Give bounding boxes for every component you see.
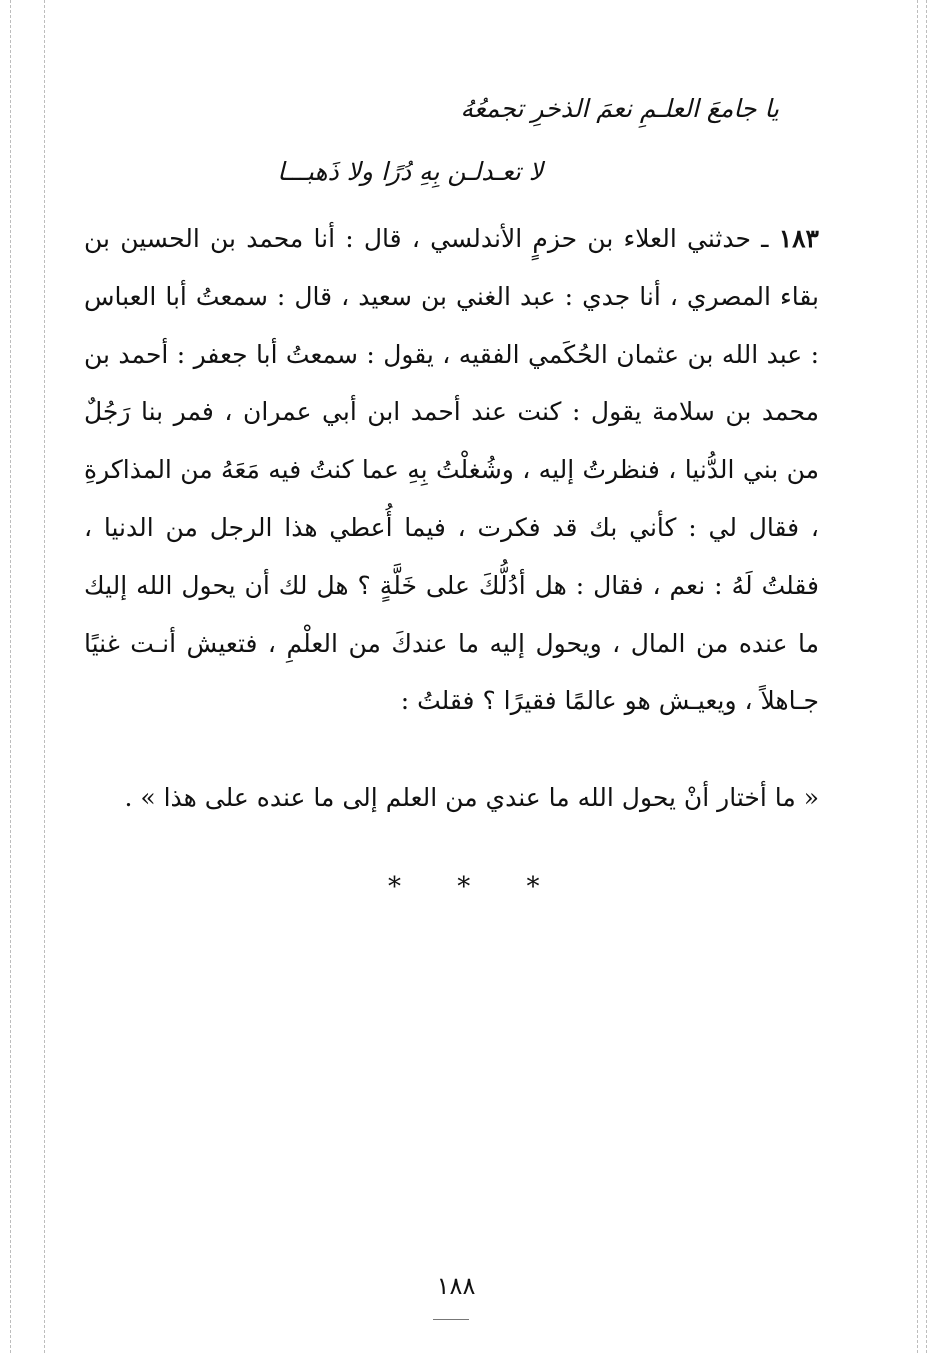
poem-line-2: لا تعـدلـن بِهِ دُرًا ولا ذَهبـــا	[277, 157, 543, 186]
section-separator: * * *	[388, 872, 564, 902]
page-number: ١٨٨	[436, 1272, 476, 1300]
hadith-number: ١٨٣	[778, 224, 819, 253]
page-number-rule	[433, 1319, 469, 1320]
scan-border-right-outer	[926, 0, 927, 1353]
scan-border-left-inner	[44, 0, 45, 1353]
scan-border-left-outer	[10, 0, 11, 1353]
quote-paragraph: « ما أختار أنْ يحول الله ما عندي من العلم إلى ما عنده على هذا » .	[124, 783, 819, 812]
hadith-paragraph	[84, 210, 819, 730]
hadith-text: ـ حدثني العلاء بن حزمٍ الأندلسي ، قال : أنا محمد بن الحسين بن بقاء المصري ، أنا جدي : عبد الغني بن سعيد ، قال : سمعتُ أبا العباس : عبد الله بن عثمان الحُكَمي الفقيه ، يقول : سمعتُ أبا جعفر : أحمد بن محمد بن سلامة يقول : كنت عند أحمد ابن أبي عمران ، فمر بنا رَجُلٌ من بني الدُّنيا ، فنظرتُ إليه ، وشُغلْتُ بِهِ عما كنتُ فيه مَعَهُ من المذاكرةِ ، فقال لي : كأني بك قد فكرت ، فيما أُعطي هذا الرجل من الدنيا ، فقلتُ لَهُ : نعم ، فقال : هل أدُلُّكَ على خَلَّةٍ ؟ هل لك أن يحول الله إليك ما عنده من المال ، ويحول إليه ما عندكَ من العلْمِ ، فتعيش أنـت غنيًا جـاهلاً ، ويعيـش هو عالمًا فقيرًا ؟ فقلتُ :	[84, 224, 819, 716]
poem-line-1: يا جامعَ العلـمِ نعمَ الذخرِ تجمعُهُ	[460, 94, 779, 123]
scan-border-right-inner	[917, 0, 918, 1353]
